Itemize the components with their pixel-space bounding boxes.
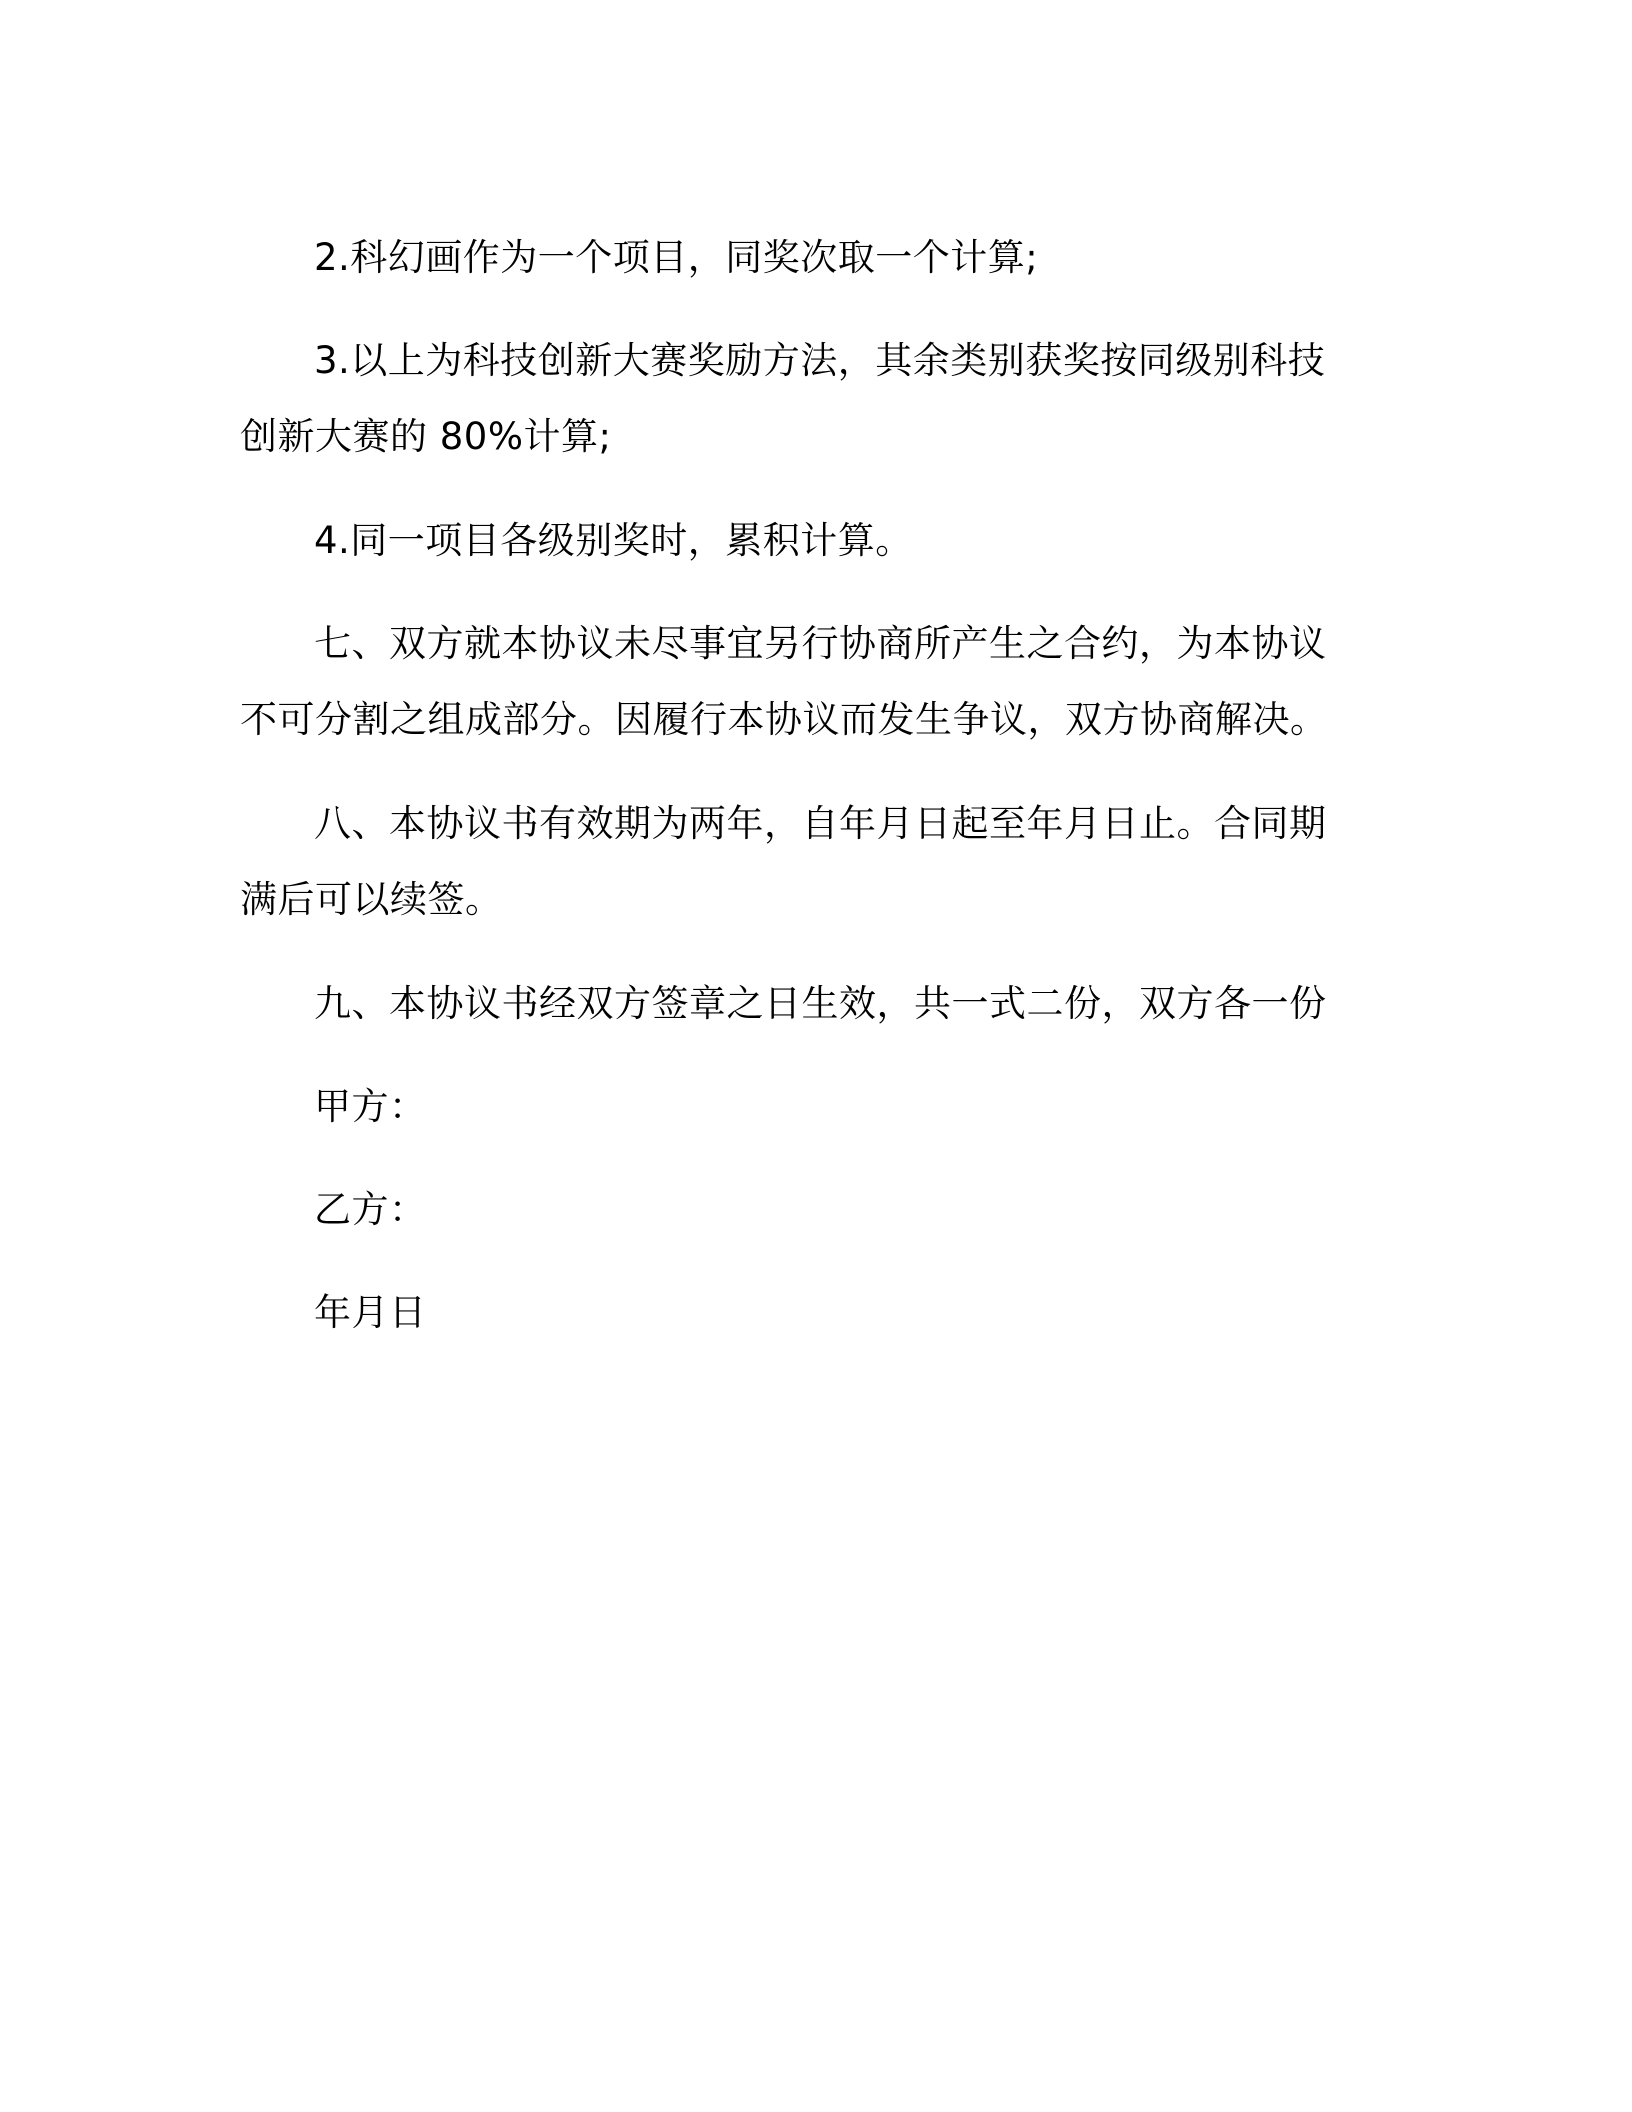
clause-7: 七、双方就本协议未尽事宜另行协商所产生之合约，为本协议不可分割之组成部分。因履行本协议而发生争议，双方协商解决。	[240, 622, 1328, 741]
rule-item-2: 2.科幻画作为一个项目，同奖次取一个计算;	[314, 236, 1039, 279]
party-b-label: 乙方：	[314, 1188, 427, 1231]
clause-8: 八、本协议书有效期为两年，自年月日起至年月日止。合同期满后可以续签。	[240, 802, 1327, 921]
rule-item-3: 3.以上为科技创新大赛奖励方法，其余类别获奖按同级别科技创新大赛的 80%计算;	[240, 339, 1326, 458]
party-a-label: 甲方：	[314, 1085, 427, 1128]
rule-item-4: 4.同一项目各级别奖时，累积计算。	[314, 519, 913, 562]
clause-9: 九、本协议书经双方签章之日生效，共一式二份，双方各一份	[314, 982, 1327, 1025]
signature-date: 年月日	[314, 1291, 427, 1334]
